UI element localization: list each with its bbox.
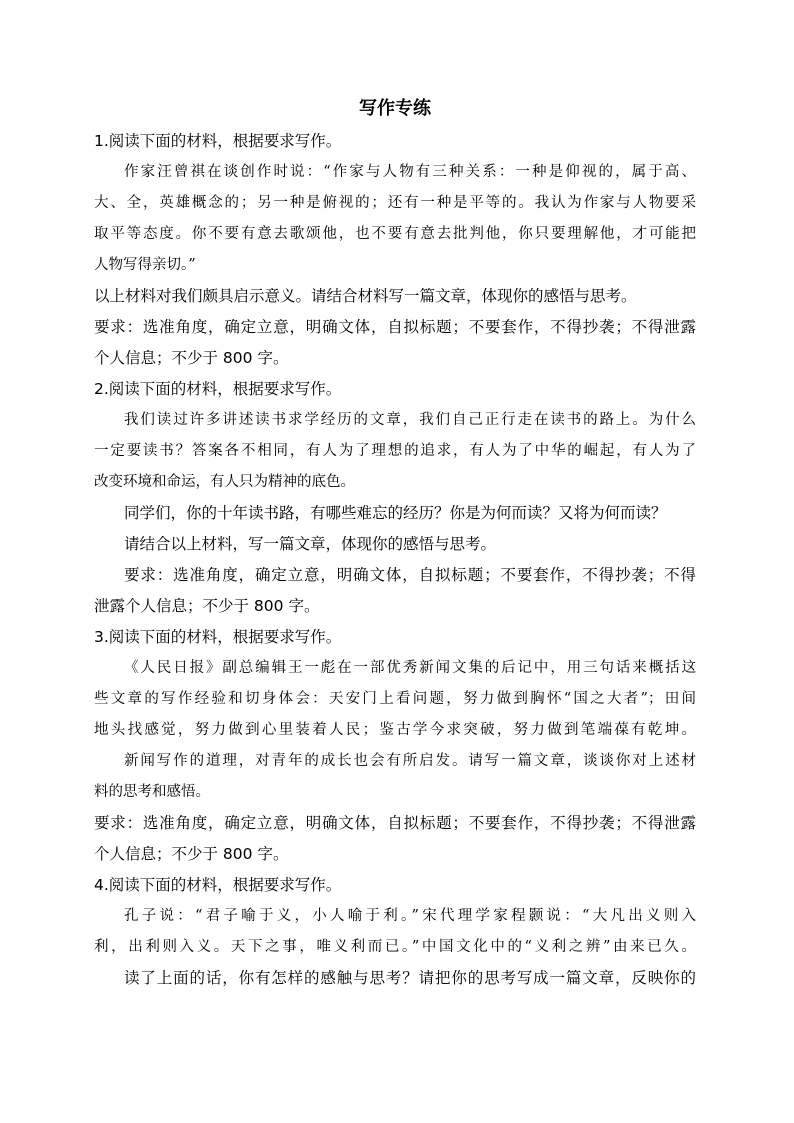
page-title: 写作专练 (359, 98, 431, 119)
q1-material-line: 取平等态度。你不要有意去歌颂他，也不要有意去批判他，你只要理解他，才可能把 (94, 226, 696, 242)
q2-requirement: 泄露个人信息；不少于 800 字。 (94, 597, 320, 615)
q3-material-line: 《人民日报》副总编辑王一彪在一部优秀新闻文集的后记中，用三句话来概括这 (124, 660, 696, 676)
q4-heading: 4.阅读下面的材料，根据要求写作。 (94, 876, 342, 894)
q2-heading: 2.阅读下面的材料，根据要求写作。 (94, 380, 342, 398)
q1-material-line: 大、全，英雄概念的；另一种是俯视的；还有一种是平等的。我认为作家与人物要采 (94, 195, 696, 211)
q4-prompt: 读了上面的话，你有怎样的感触与思考？请把你的思考写成一篇文章，反映你的 (124, 969, 696, 987)
q1-material-line: 作家汪曾祺在谈创作时说：“作家与人物有三种关系：一种是仰视的，属于高、 (124, 164, 696, 180)
q3-material-line: 料的思考和感悟。 (94, 784, 210, 800)
q1-requirement: 个人信息；不少于 800 字。 (94, 349, 289, 367)
q2-prompt: 请结合以上材料，写一篇文章，体现你的感悟与思考。 (124, 535, 497, 553)
q4-material-line: 利，出利则入义。天下之事，唯义利而已。”中国文化中的“义利之辨”由来已久。 (94, 939, 696, 955)
q2-material-line: 一定要读书？答案各不相同，有人为了理想的追求，有人为了中华的崛起，有人为了 (94, 443, 696, 459)
q1-requirement: 要求：选准角度，确定立意，明确文体，自拟标题；不要套作，不得抄袭；不得泄露 (94, 318, 696, 336)
q3-material-line: 地头找感觉，努力做到心里装着人民；鉴古学今求突破，努力做到笔端葆有乾坤。 (94, 722, 696, 738)
q3-requirement: 个人信息；不少于 800 字。 (94, 845, 289, 863)
q3-heading: 3.阅读下面的材料，根据要求写作。 (94, 628, 342, 646)
q3-requirement: 要求：选准角度，确定立意，明确文体，自拟标题；不要套作，不得抄袭；不得泄露 (94, 814, 696, 832)
q4-material-line: 孔子说：“君子喻于义，小人喻于利。”宋代理学家程颢说：“大凡出义则入 (124, 908, 696, 924)
q2-material-line: 改变环境和命运，有人只为精神的底色。 (94, 474, 355, 490)
q3-material-line: 些文章的写作经验和切身体会：天安门上看问题，努力做到胸怀“国之大者”；田间 (94, 691, 696, 707)
q1-material-line: 人物写得亲切。” (94, 257, 196, 273)
q2-question: 同学们，你的十年读书路，有哪些难忘的经历？你是为何而读？又将为何而读？ (124, 504, 667, 522)
document-page (94, 94, 696, 994)
q1-prompt: 以上材料对我们颇具启示意义。请结合材料写一篇文章，体现你的感悟与思考。 (94, 287, 637, 305)
q2-material-line: 我们读过许多讲述读书求学经历的文章，我们自己正行走在读书的路上。为什么 (124, 412, 696, 428)
q1-heading: 1.阅读下面的材料，根据要求写作。 (94, 132, 342, 150)
q3-material-line: 新闻写作的道理，对青年的成长也会有所启发。请写一篇文章，谈谈你对上述材 (124, 753, 696, 769)
q2-requirement: 要求：选准角度，确定立意，明确文体，自拟标题；不要套作，不得抄袭；不得 (124, 566, 696, 584)
